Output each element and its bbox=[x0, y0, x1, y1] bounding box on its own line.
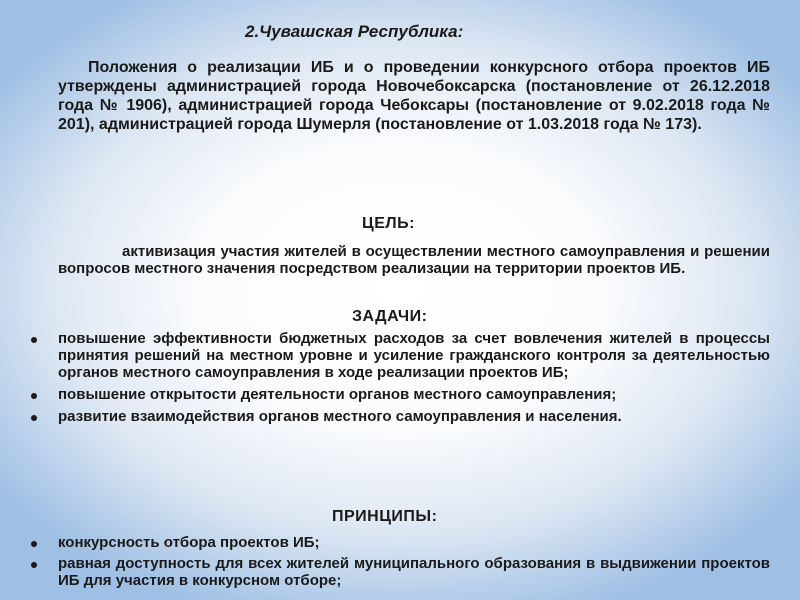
goal-text: активизация участия жителей в осуществлении местного самоуправления и решении вопросов местного значения посредством реализации на территории проектов ИБ. bbox=[58, 243, 770, 277]
task-text: повышение эффективности бюджетных расходов за счет вовлечения жителей в процессы принятия решений на местном уровне и усиление гражданского контроля за деятельностью органов местного самоуправления в ходе реализации проектов ИБ; bbox=[58, 330, 770, 381]
bullet-icon bbox=[31, 337, 37, 343]
list-item bbox=[0, 534, 800, 551]
task-text: развитие взаимодействия органов местного самоуправления и населения. bbox=[58, 408, 622, 425]
list-item bbox=[0, 386, 800, 403]
intro-paragraph: Положения о реализации ИБ и о проведении конкурсного отбора проектов ИБ утверждены администрацией города Новочебоксарска (постановление от 26.12.2018 года № 1906), администрацией города Чебоксары (постановление от 9.02.2018 года № 201), администрацией города Шумерля (постановление от 1.03.2018 года № 173). bbox=[58, 59, 770, 133]
principle-text: равная доступность для всех жителей муниципального образования в выдвижении проектов ИБ для участия в конкурсном отборе; bbox=[58, 555, 770, 589]
principles-list bbox=[0, 534, 800, 593]
task-text: повышение открытости деятельности органов местного самоуправления; bbox=[58, 386, 617, 403]
tasks-title: ЗАДАЧИ: bbox=[352, 308, 428, 325]
bullet-icon bbox=[31, 541, 37, 547]
bullet-icon bbox=[31, 393, 37, 399]
principles-title: ПРИНЦИПЫ: bbox=[332, 508, 438, 525]
tasks-list bbox=[0, 330, 800, 430]
list-item bbox=[0, 555, 800, 589]
list-item bbox=[0, 330, 800, 381]
slide-heading: 2.Чувашская Республика: bbox=[245, 22, 464, 41]
bullet-icon bbox=[31, 415, 37, 421]
goal-title: ЦЕЛЬ: bbox=[362, 215, 415, 232]
principle-text: конкурсность отбора проектов ИБ; bbox=[58, 534, 320, 551]
list-item bbox=[0, 408, 800, 425]
bullet-icon bbox=[31, 562, 37, 568]
